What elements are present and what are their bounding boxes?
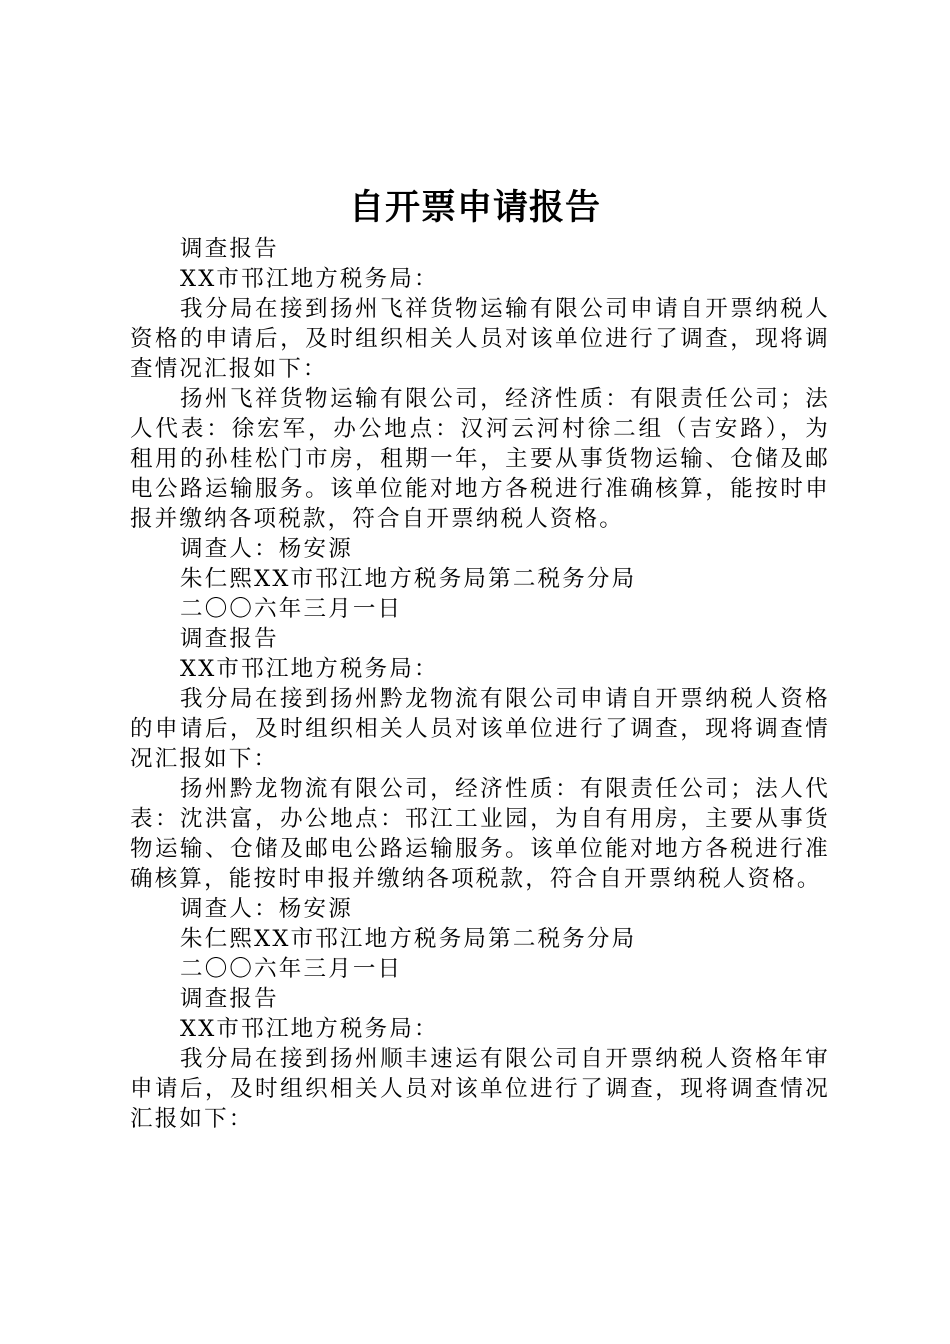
report-date: 二〇〇六年三月一日 bbox=[180, 596, 403, 622]
report-heading: 调查报告 bbox=[180, 986, 279, 1012]
report-heading: 调查报告 bbox=[180, 626, 279, 652]
report-investigator: 调查人：杨安源 bbox=[180, 536, 353, 562]
report-heading: 调查报告 bbox=[180, 236, 279, 262]
report-date: 二〇〇六年三月一日 bbox=[180, 956, 403, 982]
report-intro: 我分局在接到扬州顺丰速运有限公司自开票纳税人资格年审申请后，及时组织相关人员对该单位进行了调查，现将调查情况汇报如下： bbox=[130, 1046, 830, 1132]
document-title: 自开票申请报告 bbox=[348, 188, 601, 228]
report-office: 朱仁熙XX市邗江地方税务局第二税务分局 bbox=[180, 926, 637, 952]
report-details: 扬州飞祥货物运输有限公司，经济性质：有限责任公司；法人代表：徐宏军，办公地点：汉河云河村徐二组（吉安路），为租用的孙桂松门市房，租期一年，主要从事货物运输、仓储及邮电公路运输服务。该单位能对地方各税进行准确核算，能按时申报并缴纳各项税款，符合自开票纳税人资格。 bbox=[130, 386, 830, 532]
report-intro: 我分局在接到扬州黔龙物流有限公司申请自开票纳税人资格的申请后，及时组织相关人员对该单位进行了调查，现将调查情况汇报如下： bbox=[130, 686, 830, 772]
report-addressee: XX市邗江地方税务局： bbox=[180, 266, 439, 292]
report-intro: 我分局在接到扬州飞祥货物运输有限公司申请自开票纳税人资格的申请后，及时组织相关人员对该单位进行了调查，现将调查情况汇报如下： bbox=[130, 296, 830, 382]
report-details: 扬州黔龙物流有限公司，经济性质：有限责任公司；法人代表：沈洪富，办公地点：邗江工业园，为自有用房，主要从事货物运输、仓储及邮电公路运输服务。该单位能对地方各税进行准确核算，能按时申报并缴纳各项税款，符合自开票纳税人资格。 bbox=[130, 776, 830, 892]
report-office: 朱仁熙XX市邗江地方税务局第二税务分局 bbox=[180, 566, 637, 592]
report-investigator: 调查人：杨安源 bbox=[180, 896, 353, 922]
report-addressee: XX市邗江地方税务局： bbox=[180, 656, 439, 682]
document-body bbox=[130, 234, 830, 1134]
report-addressee: XX市邗江地方税务局： bbox=[180, 1016, 439, 1042]
